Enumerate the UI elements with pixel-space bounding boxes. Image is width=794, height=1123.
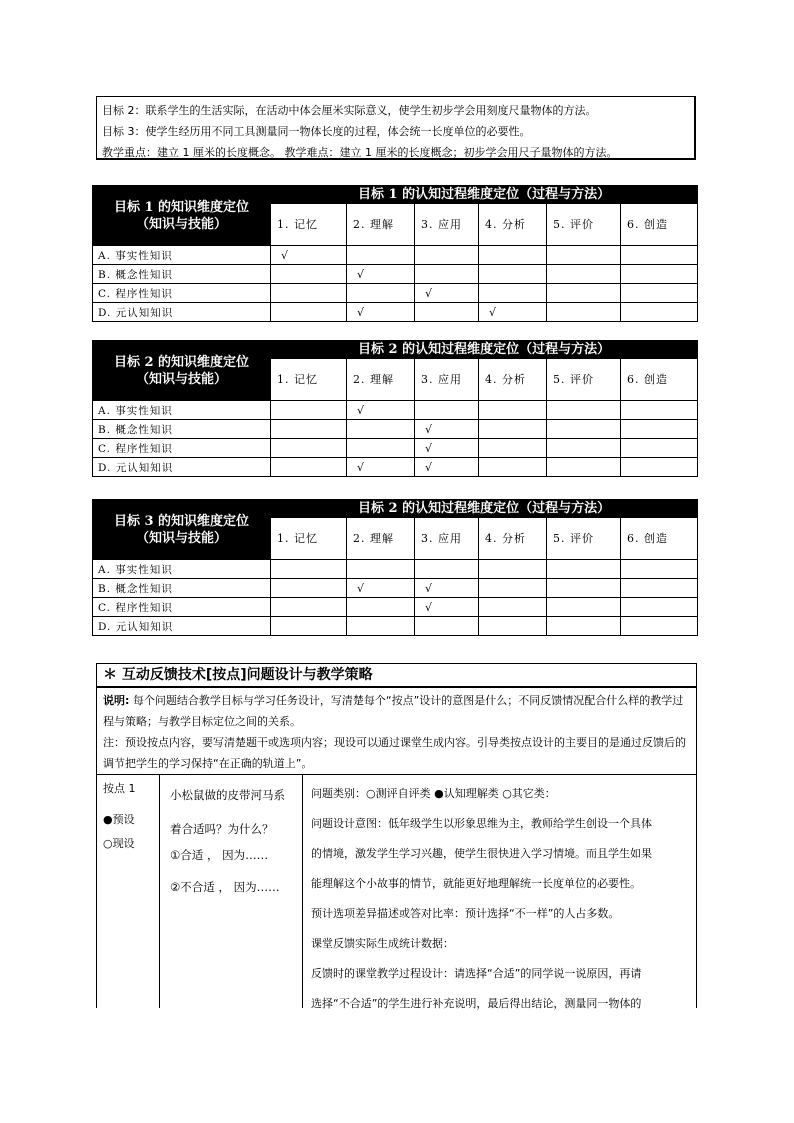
level-header-4: 4. 分析 — [479, 359, 547, 401]
check-cell — [271, 458, 347, 477]
check-cell — [415, 246, 479, 265]
check-cell — [621, 439, 698, 458]
check-cell — [621, 617, 698, 636]
check-cell — [415, 560, 479, 579]
level-header-1: 1. 记忆 — [271, 204, 347, 246]
table-row — [93, 303, 698, 322]
goal-2-text: 目标 2：联系学生的生活实际，在活动中体会厘米实际意义，使学生初步学会用刻度尺量物体的方法。 — [102, 104, 597, 117]
table-row — [93, 265, 698, 284]
level-header-6: 6. 创造 — [621, 518, 698, 560]
check-cell — [271, 420, 347, 439]
check-cell — [415, 617, 479, 636]
check-cell — [479, 617, 547, 636]
level-header-4: 4. 分析 — [479, 204, 547, 246]
check-cell — [347, 560, 415, 579]
check-cell — [479, 401, 547, 420]
check-cell — [547, 303, 621, 322]
cognitive-process-header: 目标 1 的认知过程维度定位（过程与方法） — [271, 186, 698, 204]
check-cell — [479, 579, 547, 598]
knowledge-dimension-header — [93, 186, 271, 246]
knowledge-dimension-subtitle: （知识与技能） — [135, 371, 227, 387]
check-cell — [621, 401, 698, 420]
knowledge-row-label: A. 事实性知识 — [93, 246, 271, 265]
feedback-note — [97, 688, 696, 775]
level-header-2: 2. 理解 — [347, 518, 415, 560]
check-cell — [271, 284, 347, 303]
intent-line-2: 的情境，激发学生学习兴趣，使学生很快进入学习情境。而且学生如果 — [311, 847, 652, 860]
check-cell — [547, 246, 621, 265]
check-cell — [547, 439, 621, 458]
level-header-3: 3. 应用 — [415, 359, 479, 401]
point-column — [97, 774, 160, 1008]
check-cell — [547, 617, 621, 636]
table-row — [93, 420, 698, 439]
check-cell — [347, 439, 415, 458]
check-cell — [347, 420, 415, 439]
knowledge-row-label: D. 元认知知识 — [93, 617, 271, 636]
check-cell — [621, 246, 698, 265]
check-cell: √ — [479, 303, 547, 322]
check-cell: √ — [347, 265, 415, 284]
check-cell — [415, 303, 479, 322]
check-cell: √ — [415, 579, 479, 598]
question-column — [160, 774, 303, 1008]
process-line-1: 反馈时的课堂教学过程设计：请选择“合适”的同学说一说原因，再请 — [311, 967, 642, 980]
check-cell — [415, 401, 479, 420]
check-cell — [271, 439, 347, 458]
knowledge-row-label: C. 程序性知识 — [93, 439, 271, 458]
knowledge-row-label: B. 概念性知识 — [93, 265, 271, 284]
check-cell — [479, 265, 547, 284]
knowledge-row-label: D. 元认知知识 — [93, 458, 271, 477]
check-cell — [621, 265, 698, 284]
level-header-6: 6. 创造 — [621, 359, 698, 401]
check-cell — [479, 439, 547, 458]
table-row — [93, 579, 698, 598]
check-cell — [621, 560, 698, 579]
knowledge-dimension-subtitle: （知识与技能） — [135, 530, 227, 546]
cognitive-process-header: 目标 2 的认知过程维度定位（过程与方法） — [271, 500, 698, 518]
note-text: 每个问题结合教学目标与学习任务设计，写清楚每个“按点”设计的意图是什么；不同反馈情况配合什么样的教学过程与策略；与教学目标定位之间的关系。 — [103, 694, 684, 728]
level-header-5: 5. 评价 — [547, 518, 621, 560]
type-line: 问题类别：○测评自评类 ●认知理解类 ○其它类： — [311, 787, 556, 800]
level-header-2: 2. 理解 — [347, 204, 415, 246]
knowledge-row-label: C. 程序性知识 — [93, 598, 271, 617]
check-cell — [479, 284, 547, 303]
level-header-6: 6. 创造 — [621, 204, 698, 246]
check-cell — [621, 598, 698, 617]
note-2: 注：预设按点内容，要写清楚题干或选项内容；现设可以通过课堂生成内容。引导类按点设计的主要目的是通过反馈后的调节把学生的学习保持“在正确的轨道上”。 — [103, 736, 686, 770]
level-header-5: 5. 评价 — [547, 359, 621, 401]
check-cell: √ — [415, 598, 479, 617]
now-option[interactable]: ○现设 — [103, 837, 135, 850]
table-row — [93, 617, 698, 636]
point-label: 按点 1 — [103, 782, 136, 795]
question-line-2: 着合适吗？为什么？ — [170, 822, 274, 836]
answer-1: ①合适 ， 因为…… — [170, 848, 269, 862]
table-row — [93, 439, 698, 458]
knowledge-row-label: D. 元认知知识 — [93, 303, 271, 322]
check-cell — [271, 617, 347, 636]
answer-2: ②不合适 ， 因为…… — [170, 880, 280, 894]
table-row — [93, 560, 698, 579]
note-label: 说明: — [103, 694, 130, 707]
knowledge-row-label: C. 程序性知识 — [93, 284, 271, 303]
check-cell — [621, 420, 698, 439]
check-cell: √ — [415, 420, 479, 439]
check-cell: √ — [347, 303, 415, 322]
check-cell — [271, 598, 347, 617]
level-header-2: 2. 理解 — [347, 359, 415, 401]
knowledge-dimension-title: 目标 2 的知识维度定位 — [113, 354, 250, 370]
check-cell — [547, 420, 621, 439]
check-cell: √ — [347, 401, 415, 420]
table-row — [93, 246, 698, 265]
preset-option[interactable]: ●预设 — [103, 813, 135, 826]
table-row — [93, 458, 698, 477]
check-cell: √ — [415, 458, 479, 477]
check-cell: √ — [415, 284, 479, 303]
check-cell — [347, 246, 415, 265]
check-cell — [621, 284, 698, 303]
level-header-5: 5. 评价 — [547, 204, 621, 246]
check-cell: √ — [347, 458, 415, 477]
check-cell — [547, 598, 621, 617]
knowledge-dimension-header — [93, 341, 271, 401]
level-header-3: 3. 应用 — [415, 518, 479, 560]
dimension-table-3 — [92, 499, 698, 636]
check-cell — [547, 579, 621, 598]
check-cell — [479, 246, 547, 265]
check-cell — [547, 265, 621, 284]
knowledge-row-label: B. 概念性知识 — [93, 579, 271, 598]
stats-line: 课堂反馈实际生成统计数据： — [311, 937, 454, 950]
level-header-1: 1. 记忆 — [271, 359, 347, 401]
predict-line: 预计选项差异描述或答对比率：预计选择“不一样”的人占多数。 — [311, 907, 620, 920]
check-cell — [479, 458, 547, 477]
knowledge-dimension-title: 目标 3 的知识维度定位 — [113, 513, 250, 529]
feedback-title: ＊ 互动反馈技术[按点]问题设计与教学策略 — [97, 664, 696, 688]
check-cell — [347, 598, 415, 617]
check-cell: √ — [347, 579, 415, 598]
check-cell — [347, 617, 415, 636]
check-cell — [415, 265, 479, 284]
knowledge-dimension-title: 目标 1 的知识维度定位 — [113, 199, 250, 215]
knowledge-dimension-subtitle: （知识与技能） — [135, 216, 227, 232]
table-row — [93, 598, 698, 617]
check-cell — [621, 303, 698, 322]
knowledge-row-label: B. 概念性知识 — [93, 420, 271, 439]
check-cell: √ — [271, 246, 347, 265]
check-cell — [271, 579, 347, 598]
level-header-3: 3. 应用 — [415, 204, 479, 246]
level-header-4: 4. 分析 — [479, 518, 547, 560]
check-cell — [479, 420, 547, 439]
check-cell — [621, 579, 698, 598]
intent-line-3: 能理解这个小故事的情节，就能更好地理解统一长度单位的必要性。 — [311, 877, 641, 890]
check-cell — [547, 401, 621, 420]
check-cell — [347, 284, 415, 303]
dimension-table-2 — [92, 340, 698, 477]
knowledge-row-label: A. 事实性知识 — [93, 401, 271, 420]
knowledge-row-label: A. 事实性知识 — [93, 560, 271, 579]
feedback-section — [96, 663, 697, 1008]
check-cell — [271, 401, 347, 420]
process-line-2: 选择“不合适”的学生进行补充说明，最后得出结论，测量同一物体的 — [311, 997, 642, 1010]
design-column — [303, 774, 696, 1008]
check-cell — [547, 458, 621, 477]
goal-3-text: 目标 3：使学生经历用不同工具测量同一物体长度的过程，体会统一长度单位的必要性。 — [102, 125, 531, 138]
level-header-1: 1. 记忆 — [271, 518, 347, 560]
knowledge-dimension-header — [93, 500, 271, 560]
check-cell — [547, 560, 621, 579]
check-cell — [271, 265, 347, 284]
table-row — [93, 284, 698, 303]
check-cell — [479, 598, 547, 617]
intent-line-1: 问题设计意图：低年级学生以形象思维为主，教师给学生创设一个具体 — [311, 817, 652, 830]
check-cell: √ — [415, 439, 479, 458]
check-cell — [547, 284, 621, 303]
check-cell — [621, 458, 698, 477]
point-row — [97, 774, 696, 1008]
check-cell — [271, 303, 347, 322]
question-line-1: 小松鼠做的皮带河马系 — [170, 788, 285, 802]
check-cell — [479, 560, 547, 579]
dimension-table-1 — [92, 185, 698, 322]
cognitive-process-header: 目标 2 的认知过程维度定位（过程与方法） — [271, 341, 698, 359]
goals-box — [96, 96, 696, 160]
key-points-text: 教学重点：建立 1 厘米的长度概念。 教学难点：建立 1 厘米的长度概念；初步学会用尺子量物体的方法。 — [102, 146, 618, 159]
check-cell — [271, 560, 347, 579]
table-row — [93, 401, 698, 420]
